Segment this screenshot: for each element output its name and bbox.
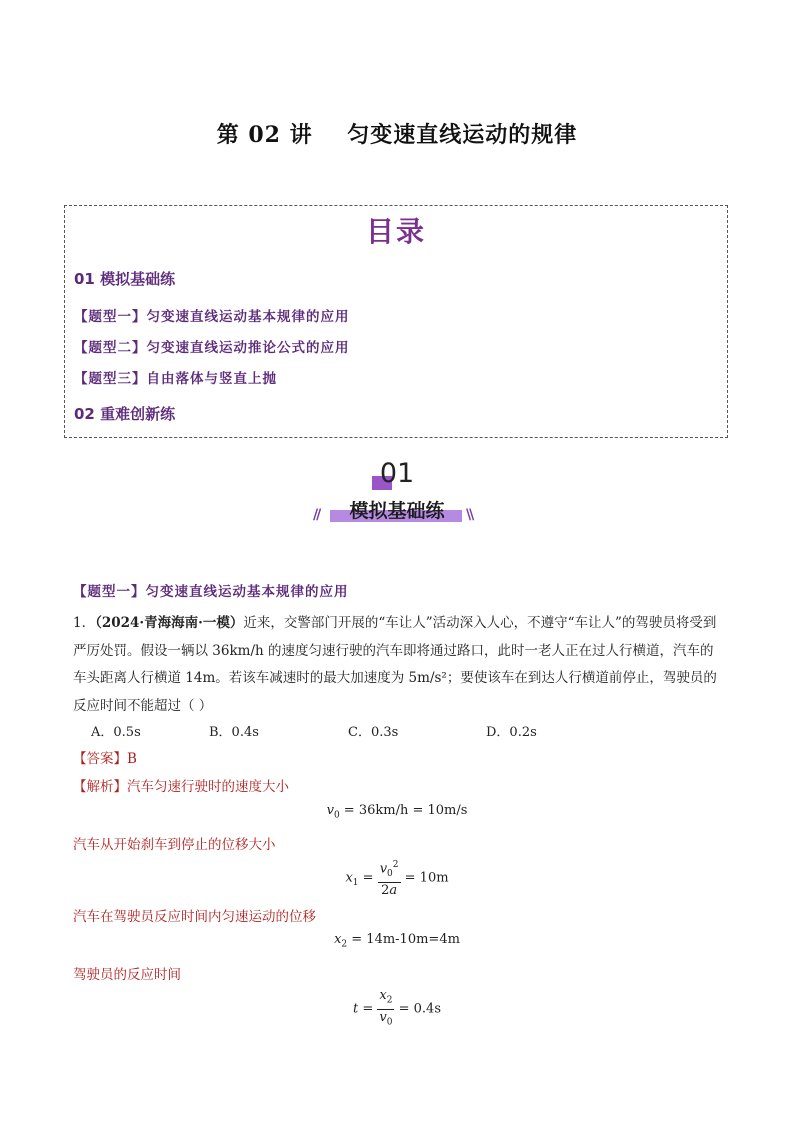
analysis-step-1: 汽车匀速行驶时的速度大小 bbox=[127, 779, 289, 795]
option-c[interactable]: C．0.3s bbox=[348, 725, 399, 740]
banner-right-decoration: \\ bbox=[466, 507, 473, 523]
answer-label: 【答案】 bbox=[73, 751, 127, 767]
analysis-step-3: 汽车在驾驶员反应时间内匀速运动的位移 bbox=[73, 909, 316, 925]
question-line-4: 反应时间不能超过（ ） bbox=[73, 698, 213, 714]
option-d[interactable]: D．0.2s bbox=[486, 725, 537, 740]
formula-velocity-rhs: = 36km/h = 10m/s bbox=[339, 803, 468, 818]
toc-heading: 目录 bbox=[365, 215, 426, 248]
formula-velocity: $v_0 = 36km/h = 10m/s$ bbox=[326, 803, 468, 821]
banner-label: 模拟基础练 bbox=[349, 500, 445, 522]
toc-item-type-1[interactable]: 【题型一】匀变速直线运动基本规律的应用 bbox=[74, 309, 350, 325]
question-line-2: 严厉处罚。假设一辆以 36km/h 的速度匀速行驶的汽车即将通过路口，此时一老人正在过人行横道，汽车的 bbox=[73, 643, 714, 659]
formula-reaction-rhs: = 14m-10m=4m bbox=[347, 932, 460, 947]
formula-reaction-time: t = $\frac{x_2}{v_0}$ = 0.4s bbox=[353, 988, 441, 1028]
answer-line bbox=[73, 747, 137, 767]
table-of-contents bbox=[64, 205, 728, 438]
analysis-line bbox=[73, 775, 289, 795]
question-line-1 bbox=[73, 611, 716, 631]
question-text-1: 近来，交警部门开展的“车让人”活动深入人心，不遵守“车让人”的驾驶员将受到 bbox=[243, 615, 717, 631]
toc-item-type-2[interactable]: 【题型二】匀变速直线运动推论公式的应用 bbox=[74, 340, 350, 356]
formula-time-rhs: = 0.4s bbox=[394, 1001, 441, 1017]
banner-left-decoration: // bbox=[313, 507, 320, 523]
banner-number: 01 bbox=[379, 458, 415, 489]
formula-brake-rhs: = 10m bbox=[400, 870, 449, 886]
question-source: （2024·青海海南·一模） bbox=[95, 615, 244, 631]
analysis-step-2: 汽车从开始刹车到停止的位移大小 bbox=[73, 837, 276, 853]
option-a[interactable]: A．0.5s bbox=[91, 725, 141, 740]
question-type-header: 【题型一】匀变速直线运动基本规律的应用 bbox=[73, 584, 349, 600]
question-number: 1． bbox=[73, 615, 96, 631]
toc-section-2[interactable]: 02 重难创新练 bbox=[74, 405, 176, 423]
answer-value: B bbox=[127, 751, 137, 767]
page-title: 第 02 讲 匀变速直线运动的规律 bbox=[216, 122, 578, 148]
toc-item-type-3[interactable]: 【题型三】自由落体与竖直上抛 bbox=[74, 371, 277, 387]
formula-brake-displacement: $x_1$ = $\frac{v_0^2}{2a}$ = 10m bbox=[0, 857, 794, 899]
analysis-step-4: 驾驶员的反应时间 bbox=[73, 967, 181, 983]
analysis-label: 【解析】 bbox=[73, 779, 127, 795]
formula-reaction-displacement: $x_2 = 14m-10m=4m$ bbox=[334, 932, 460, 950]
toc-section-1[interactable]: 01 模拟基础练 bbox=[74, 270, 176, 288]
question-line-3: 车头距离人行横道 14m。若该车减速时的最大加速度为 5m/s²；要使该车在到达人行横道前停止，驾驶员的 bbox=[73, 670, 717, 686]
option-b[interactable]: B．0.4s bbox=[209, 725, 259, 740]
